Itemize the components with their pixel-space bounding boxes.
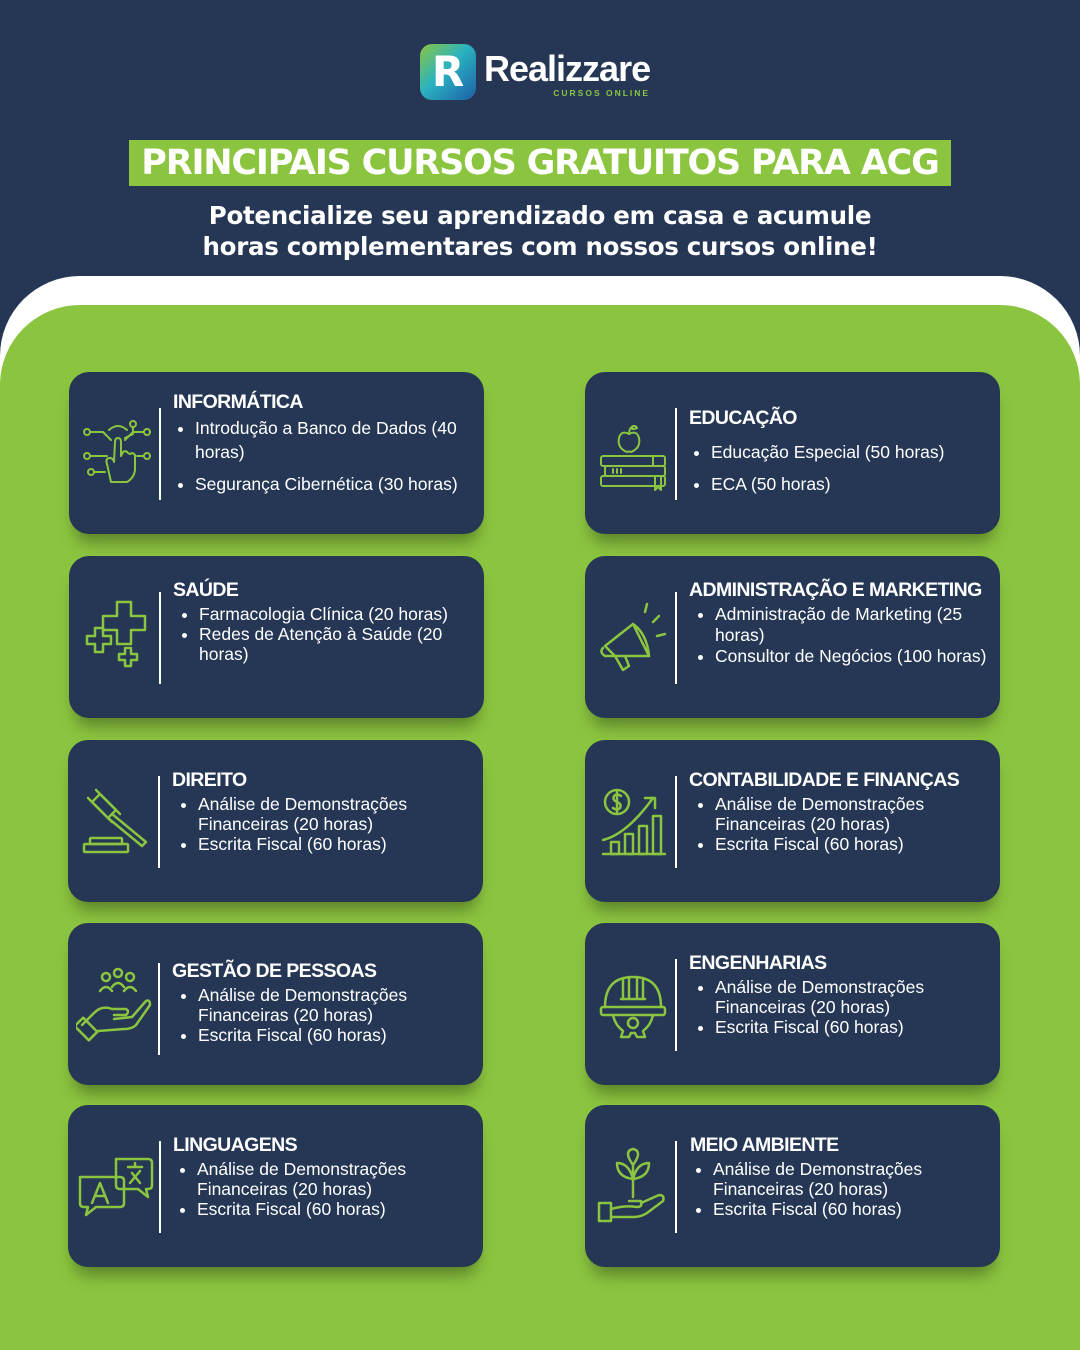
subtitle-line-2: horas complementares com nossos cursos online! [202,232,878,261]
people-hand-icon [76,963,156,1043]
course-item: • Escrita Fiscal (60 horas) [197,1199,477,1219]
category-card-educacao [585,372,1000,534]
course-item: • Análise de Demonstrações Financeiras (20 horas) [197,1159,477,1199]
category-title: LINGUAGENS [173,1134,298,1156]
course-list [690,1159,994,1219]
course-item: • Farmacologia Clínica (20 horas) [199,604,478,624]
course-list [173,604,478,664]
course-list [689,440,994,496]
course-item: • Escrita Fiscal (60 horas) [198,834,477,854]
logo-mark-icon [420,44,476,100]
category-title: SAÚDE [173,579,239,601]
course-item: • Análise de Demonstrações Financeiras (20 horas) [715,794,994,834]
card-divider [675,1141,677,1233]
course-list [172,794,477,854]
course-list [173,1159,477,1219]
course-list [689,977,994,1037]
card-divider [675,959,677,1051]
course-item: • Análise de Demonstrações Financeiras (20 horas) [715,977,994,1017]
card-divider [675,776,677,868]
card-content [689,578,994,667]
category-card-informatica [69,372,484,534]
category-title: MEIO AMBIENTE [690,1134,839,1156]
course-item: • Escrita Fiscal (60 horas) [715,1017,994,1037]
page-subtitle [0,200,1080,262]
course-list [689,794,994,854]
category-card-saude [69,556,484,718]
category-card-gestao-pessoas [68,923,483,1085]
category-title: INFORMÁTICA [173,391,303,413]
subtitle-line-1: Potencialize seu aprendizado em casa e acumule [208,201,872,230]
card-divider [675,408,677,500]
category-card-administracao-marketing [585,556,1000,718]
category-title: ADMINISTRAÇÃO E MARKETING [689,579,982,601]
course-item: • Administração de Marketing (25 horas) [715,604,994,646]
category-title: ENGENHARIAS [689,952,827,974]
category-title: GESTÃO DE PESSOAS [172,960,377,982]
course-item: • Escrita Fiscal (60 horas) [713,1199,994,1219]
card-divider [159,408,161,500]
category-card-engenharias [585,923,1000,1085]
logo-mark-letter: R [431,47,465,96]
course-item: • Redes de Atenção à Saúde (20 horas) [199,624,478,664]
digital-touch-icon [77,412,157,492]
card-divider [159,592,161,684]
card-content [173,1133,477,1219]
card-content [173,578,478,664]
megaphone-icon [593,596,673,676]
category-title: DIREITO [172,769,247,791]
brand-logo [420,44,650,100]
helmet-gear-icon [593,963,673,1043]
course-item: • Consultor de Negócios (100 horas) [715,646,994,667]
card-content [172,768,477,854]
card-content [689,768,994,854]
course-item: • Análise de Demonstrações Financeiras (20 horas) [713,1159,994,1199]
category-card-meio-ambiente [585,1105,1000,1267]
course-item: • Segurança Cibernética (30 horas) [195,472,478,496]
title-wrap [0,140,1080,186]
card-content [689,951,994,1037]
course-item: • Introdução a Banco de Dados (40 horas) [195,416,478,464]
card-content [689,406,994,504]
finance-growth-icon [593,780,673,860]
category-title: EDUCAÇÃO [689,407,797,429]
logo-text [484,44,650,98]
course-list [689,604,994,667]
card-divider [159,1141,161,1233]
card-divider [675,592,677,684]
plant-hand-icon [593,1145,673,1225]
course-item: • ECA (50 horas) [711,472,994,496]
category-card-linguagens [68,1105,483,1267]
course-item: • Educação Especial (50 horas) [711,440,994,464]
category-title: CONTABILIDADE E FINANÇAS [689,769,960,791]
card-divider [158,963,160,1055]
books-apple-icon [593,412,673,492]
card-content [690,1133,994,1219]
card-content [172,959,477,1045]
brand-tagline: CURSOS ONLINE [553,88,651,98]
translate-chat-icon [76,1145,156,1225]
medical-cross-icon [77,596,157,676]
category-card-contabilidade-financas [585,740,1000,902]
course-list [172,985,477,1045]
course-item: • Análise de Demonstrações Financeiras (20 horas) [198,985,477,1025]
page-title: PRINCIPAIS CURSOS GRATUITOS PARA ACG [129,140,950,186]
course-list [173,416,478,496]
course-item: • Análise de Demonstrações Financeiras (20 horas) [198,794,477,834]
brand-name: Realizzare [484,48,651,89]
gavel-icon [76,780,156,860]
course-item: • Escrita Fiscal (60 horas) [715,834,994,854]
card-content [173,390,478,504]
course-item: • Escrita Fiscal (60 horas) [198,1025,477,1045]
category-card-direito [68,740,483,902]
card-divider [158,776,160,868]
